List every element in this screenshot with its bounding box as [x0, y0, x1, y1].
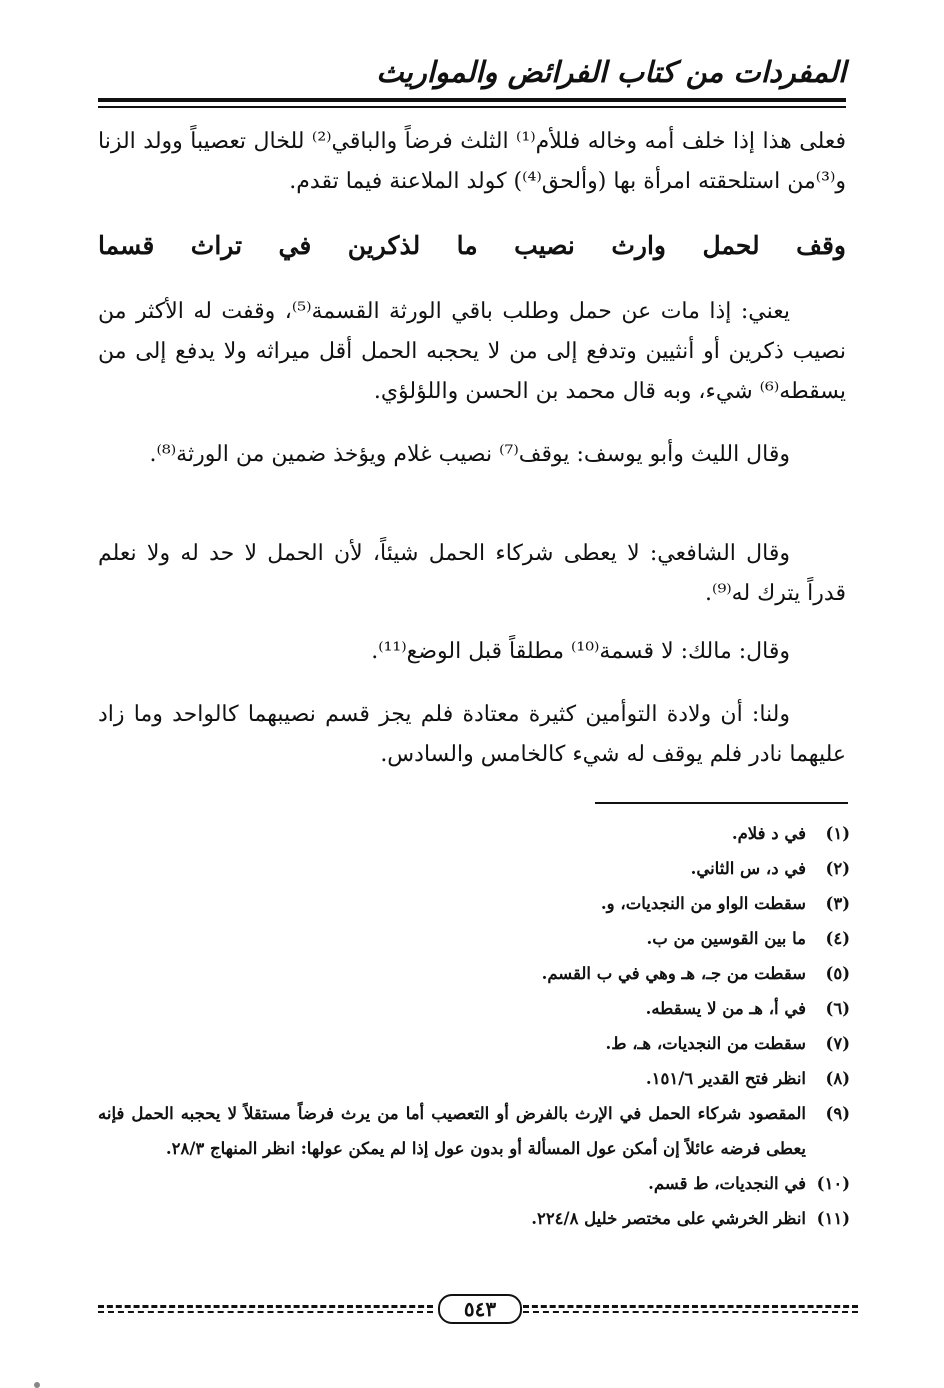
footnote-item	[98, 851, 850, 886]
footer-dashed-rule-right	[523, 1305, 858, 1308]
footnote-item	[98, 1026, 850, 1061]
footnote-item	[98, 956, 850, 991]
footnote-item	[98, 816, 850, 851]
footnote-text: ما بين القوسين من ب.	[646, 929, 806, 948]
paragraph-3-text: وقال الليث وأبو يوسف: يوقف⁽⁷⁾ نصيب غلام ويؤخذ ضمين من الورثة⁽⁸⁾.	[149, 442, 790, 467]
paragraph-5: وقال: مالك: لا قسمة⁽¹⁰⁾ مطلقاً قبل الوضع⁽¹¹⁾.	[371, 639, 790, 664]
paragraph-2	[98, 292, 846, 412]
paragraph-2-text: يعني: إذا مات عن حمل وطلب باقي الورثة القسمة⁽⁵⁾، وقفت له الأكثر من نصيب ذكرين أو أنثيين وتدفع إلى من لا يحجبه الحمل أقل ميراثه ولا يدفع إلى من يسقطه⁽⁶⁾ شيء، وبه قال محمد بن الحسن واللؤلؤي.	[98, 299, 846, 404]
footnote-number: (١٠)	[816, 1174, 850, 1193]
footnote-number: (٢)	[825, 859, 850, 878]
footnote-number: (٧)	[825, 1034, 850, 1053]
paragraph-6	[98, 695, 846, 775]
page-number: ٥٤٣	[438, 1294, 522, 1324]
poem-verse: وقف لحمل وارث نصيب ما لذكرين في تراث قسما	[98, 231, 846, 260]
footnote-item	[98, 886, 850, 921]
footnote-text: المقصود شركاء الحمل في الإرث بالفرض أو التعصيب أما من يرث فرضاً مستقلاً لا يحجبه الحمل فإنه يعطى فرضه عائلاً إن أمكن عول المسألة أو بدون عول إذا لم يمكن عولها: انظر المنهاج ٢٨/٣.	[98, 1104, 806, 1158]
footnote-item	[98, 1166, 850, 1201]
header-rule-thin	[98, 106, 846, 108]
footnote-item	[98, 991, 850, 1026]
page-footer	[98, 1294, 858, 1322]
paragraph-4	[98, 534, 846, 614]
footer-dashed-rule-right-lower	[523, 1311, 858, 1313]
footnote-number: (٦)	[825, 999, 850, 1018]
footnote-number: (١١)	[816, 1209, 850, 1228]
footnote-text: في النجديات، ط قسم.	[648, 1174, 806, 1193]
paragraph-1: فعلى هذا إذا خلف أمه وخاله فللأم⁽¹⁾ الثلث فرضاً والباقي⁽²⁾ للخال تعصيباً وولد الزنا و⁽³⁾من استلحقته امرأة بها (وألحق⁽⁴⁾) كولد الملاعنة فيما تقدم.	[98, 129, 846, 194]
footer-dashed-rule-left-lower	[98, 1311, 433, 1313]
footnote-text: سقطت من جـ، هـ وهي في ب القسم.	[541, 964, 806, 983]
footnote-text: في د، س الثاني.	[690, 859, 806, 878]
footnote-number: (٤)	[825, 929, 850, 948]
footnote-separator	[595, 802, 848, 804]
footnote-text: في أ، هـ من لا يسقطه.	[645, 999, 806, 1018]
footnote-text: في د فلام.	[731, 824, 806, 843]
running-header-title: المفردات من كتاب الفرائض والمواريث	[376, 55, 846, 89]
header-rule-thick	[98, 98, 846, 102]
paragraph-3	[98, 435, 846, 475]
footnote-item	[98, 921, 850, 956]
footnote-number: (٩)	[825, 1104, 850, 1123]
footnote-number: (٨)	[825, 1069, 850, 1088]
footnote-text: انظر الخرشي على مختصر خليل ٢٢٤/٨.	[531, 1209, 806, 1228]
footnote-text: سقطت من النجديات، هـ، ط.	[605, 1034, 806, 1053]
footnote-number: (٥)	[825, 964, 850, 983]
footnote-number: (١)	[825, 824, 850, 843]
footnote-number: (٣)	[825, 894, 850, 913]
paragraph-6-text: ولنا: أن ولادة التوأمين كثيرة معتادة فلم يجز قسم نصيبهما كالواحد وما زاد عليهما نادر فلم يوقف له شيء كالخامس والسادس.	[98, 702, 846, 767]
footnote-item	[98, 1201, 850, 1236]
footnote-text: انظر فتح القدير ١٥١/٦.	[645, 1069, 806, 1088]
footnote-text: سقطت الواو من النجديات، و.	[600, 894, 806, 913]
paragraph-4-text: وقال الشافعي: لا يعطى شركاء الحمل شيئاً، لأن الحمل لا حد له ولا نعلم قدراً يترك له⁽⁹⁾.	[98, 541, 846, 606]
footnote-item	[98, 1061, 850, 1096]
footer-dashed-rule-left	[98, 1305, 433, 1308]
footnotes-list	[98, 816, 850, 1236]
footnote-item	[98, 1096, 850, 1166]
scan-registration-dot	[34, 1382, 40, 1388]
